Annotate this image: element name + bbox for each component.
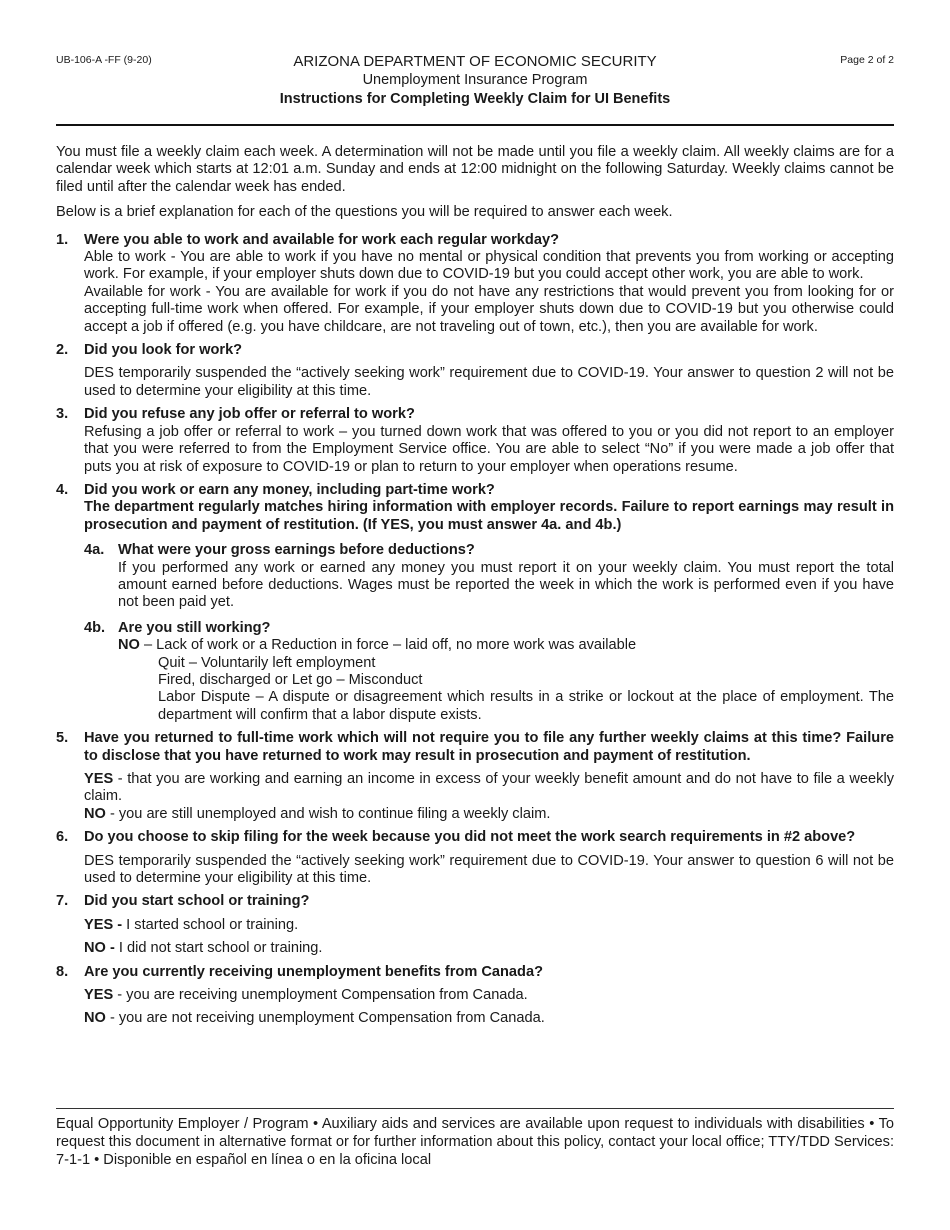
- no-answer: [84, 1010, 894, 1027]
- question-number: 3.: [56, 406, 69, 423]
- no-label: NO: [118, 637, 140, 654]
- subquestion-number: 4a.: [84, 542, 105, 559]
- yes-answer: [84, 771, 894, 806]
- reason-quit: Quit – Voluntarily left employment: [158, 654, 376, 671]
- question-text: Are you currently receiving unemployment benefits from Canada?: [84, 963, 543, 980]
- question-6: [56, 829, 894, 887]
- subquestion-text: Are you still working?: [118, 619, 271, 636]
- answer-text: DES temporarily suspended the “actively seeking work” requirement due to COVID-19. Your answer to question 6 will not be used to determine your eligibility at this time.: [84, 852, 894, 887]
- question-text: Were you able to work and available for work each regular workday?: [84, 231, 559, 248]
- yes-label: YES -: [84, 916, 123, 933]
- no-label: NO: [84, 1010, 106, 1027]
- able-to-work-text: Able to work - You are able to work if you have no mental or physical condition that prevents you from working or accepting work. For example, if your employer shuts down due to COVID-19 but you could accept other work, you are able to work.: [84, 249, 894, 283]
- yes-text: I started school or training.: [122, 916, 299, 933]
- program-name: Unemployment Insurance Program: [362, 72, 588, 88]
- page-number: Page 2 of 2: [840, 54, 894, 66]
- answer-text: DES temporarily suspended the “actively seeking work” requirement due to COVID-19. Your answer to question 2 will not be used to determine your eligibility at this time.: [84, 365, 894, 399]
- intro-paragraph: You must file a weekly claim each week. A determination will not be made until you file a weekly claim. All weekly claims are for a calendar week which starts at 12:01 a.m. Sunday and ends at 12:00 midnight on the following Saturday. Weekly claims cannot be filed until after the calendar week has ended.: [56, 144, 894, 195]
- question-2: [56, 342, 894, 400]
- yes-text: - you are receiving unemployment Compensation from Canada.: [113, 987, 528, 1004]
- question-3: [56, 406, 894, 476]
- yes-answer: [84, 917, 894, 934]
- no-text: - you are still unemployed and wish to continue filing a weekly claim.: [105, 805, 551, 822]
- question-4b: [84, 620, 894, 724]
- question-number: 5.: [56, 730, 69, 747]
- separation-reasons: [118, 655, 894, 725]
- question-text: Have you returned to full-time work which will not require you to file any further weekly claims at this time? Failure to disclose that you have returned to work may result in prosecution and payment of restitution.: [84, 730, 894, 764]
- question-number: 4.: [56, 481, 69, 498]
- yes-answer: [84, 987, 894, 1004]
- question-4a: [84, 542, 894, 612]
- document-header: [0, 52, 950, 109]
- form-code: UB-106-A -FF (9-20): [56, 54, 152, 66]
- no-answer: [84, 806, 894, 823]
- question-number: 2.: [56, 342, 69, 359]
- reason-fired: Fired, discharged or Let go – Misconduct: [158, 671, 423, 688]
- no-text: - you are not receiving unemployment Compensation from Canada.: [105, 1010, 545, 1027]
- question-number: 7.: [56, 893, 69, 910]
- no-label: NO -: [84, 940, 115, 957]
- earnings-warning: The department regularly matches hiring information with employer records. Failure to report earnings may result in prosecution and payment of restitution. (If YES, you must answer 4a. and 4b.): [84, 499, 894, 533]
- no-text: I did not start school or training.: [114, 940, 323, 957]
- question-number: 1.: [56, 231, 69, 248]
- no-text: – Lack of work or a Reduction in force – laid off, no more work was available: [139, 637, 637, 654]
- question-1: [56, 232, 894, 336]
- question-text: Did you start school or training?: [84, 893, 310, 910]
- question-8: [56, 964, 894, 1028]
- document-title: Instructions for Completing Weekly Claim for UI Benefits: [279, 91, 671, 107]
- no-label: NO: [84, 805, 106, 822]
- yes-label: YES: [84, 771, 114, 787]
- question-7: [56, 893, 894, 957]
- question-5: [56, 730, 894, 823]
- question-text: Did you look for work?: [84, 342, 243, 359]
- footer-notice: Equal Opportunity Employer / Program • Auxiliary aids and services are available upon request to individuals with disabilities • To request this document in alternative format or for further information about this policy, contact your local office; TTY/TDD Services: 7-1-1 • Disponible en español en línea o en la oficina local: [56, 1116, 894, 1168]
- question-number: 6.: [56, 829, 69, 846]
- no-answer: [84, 940, 894, 957]
- subquestion-number: 4b.: [84, 619, 106, 636]
- yes-label: YES: [84, 987, 114, 1004]
- agency-name: ARIZONA DEPARTMENT OF ECONOMIC SECURITY: [293, 53, 657, 70]
- yes-text: - that you are working and earning an income in excess of your weekly benefit amount and do not have to file a weekly claim.: [84, 771, 894, 805]
- available-for-work-text: Available for work - You are available for work if you do not have any restrictions that would prevent you from looking for or accepting full-time work when offered. For example, if your employer shuts down due to COVID-19 but you otherwise could accept a job if offered (e.g. you have childcare, are not traveling out of town, etc.), then you are available for work.: [84, 283, 894, 335]
- subquestion-text: What were your gross earnings before deductions?: [118, 542, 475, 559]
- reason-labor-dispute: Labor Dispute – A dispute or disagreement which results in a strike or lockout at the place of employment. The department will confirm that a labor dispute exists.: [158, 689, 894, 723]
- question-text: Did you refuse any job offer or referral to work?: [84, 406, 415, 423]
- footer-divider: [56, 1108, 894, 1109]
- question-4: [56, 482, 894, 724]
- intro-explanation: Below is a brief explanation for each of the questions you will be required to answer each week.: [56, 204, 673, 221]
- subquestion-answer: If you performed any work or earned any money you must report it on your weekly claim. You must report the total amount earned before deductions. Wages must be reported the week in which the work is performed even if you have not been paid yet.: [118, 559, 894, 611]
- header-divider: [56, 124, 894, 126]
- question-text: Did you work or earn any money, including part-time work?: [84, 481, 495, 498]
- question-text: Do you choose to skip filing for the week because you did not meet the work search requirements in #2 above?: [84, 829, 856, 846]
- question-number: 8.: [56, 963, 69, 980]
- document-body: [56, 144, 894, 1028]
- no-reason-lack-of-work: [118, 637, 894, 654]
- answer-text: Refusing a job offer or referral to work – you turned down work that was offered to you or you did not report to an employer that you were referred to from the Employment Service office. You are able to select “No” if you were made a job offer that puts you at risk of exposure to COVID-19 or plan to return to your employer when operations resume.: [84, 423, 894, 475]
